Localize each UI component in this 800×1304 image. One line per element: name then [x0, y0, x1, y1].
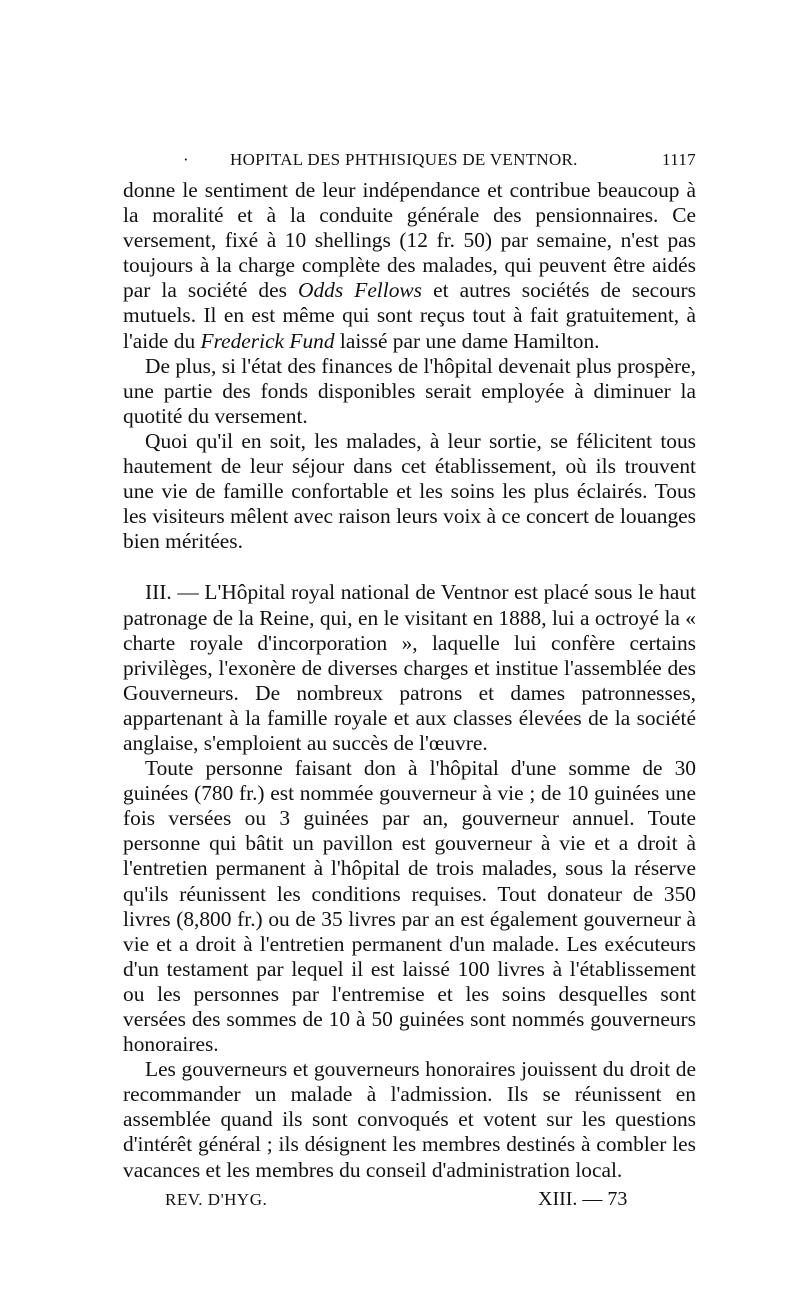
running-title: HOPITAL DES PHTHISIQUES DE VENTNOR.	[230, 150, 578, 169]
p1-text-2: et autres sociétés de secours mutuels. Il en est même qui sont reçus tout à fait gratuitement, à l'aide du	[123, 278, 696, 353]
paragraph-section-iii: III. — L'Hôpital royal national de Ventnor est placé sous le haut patronage de la Reine, qui, en le visitant en 1888, lui a octroyé la « charte royale d'incorporation », laquelle lui confère certains privilèges, l'exonère de diverses charges et institue l'assemblée des Gouverneurs. De nombreux patrons et dames patronnesses, appartenant à la famille royale et aux classes élevées de la société anglaise, s'emploient au succès de l'œuvre.	[123, 580, 696, 755]
page-footer	[123, 1186, 696, 1218]
paragraph-governors: Les gouverneurs et gouverneurs honoraires jouissent du droit de recommander un malade à l'admission. Ils se réunissent en assemblée quand ils sont convoqués et votent sur les questions d'intérêt général ; ils désignent les membres destinés à combler les vacances et les membres du conseil d'administration local.	[123, 1057, 696, 1182]
running-head	[123, 148, 696, 178]
p1-italic-frederick-fund: Frederick Fund	[200, 328, 335, 353]
paragraph-continuation	[123, 178, 696, 354]
header-dot: ·	[183, 150, 189, 169]
p1-italic-odds-fellows: Odds Fellows	[298, 278, 422, 303]
sheet-number: XIII. — 73	[538, 1187, 628, 1210]
section-gap	[123, 554, 696, 580]
p1-text-1: donne le sentiment de leur indépendance et contribue beaucoup à la moralité et à la conduite générale des pensionnaires. Ce versement, fixé à 10 shellings (12 fr. 50) par semaine, n'est pas toujours à la charge complète des malades, qui peuvent être aidés par la société des	[123, 178, 696, 303]
paragraph-visitors: Quoi qu'il en soit, les malades, à leur sortie, se félicitent tous hautement de leur séjour dans cet établissement, où ils trouvent une vie de famille confortable et les soins les plus éclairés. Tous les visiteurs mêlent avec raison leurs voix à ce concert de louanges bien méritées.	[123, 428, 696, 554]
book-page	[123, 148, 696, 1218]
paragraph-finances: De plus, si l'état des finances de l'hôpital devenait plus prospère, une partie des fonds disponibles serait employée à diminuer la quotité du versement.	[123, 353, 696, 428]
paragraph-donations: Toute personne faisant don à l'hôpital d'une somme de 30 guinées (780 fr.) est nommée gouverneur à vie ; de 10 guinées une fois versées ou 3 guinées par an, gouverneur annuel. Toute personne qui bâtit un pavillon est gouverneur à vie et a droit à l'entretien permanent à l'hôpital de trois malades, sous la réserve qu'ils réunissent les conditions requises. Tout donateur de 350 livres (8,800 fr.) ou de 35 livres par an est également gouverneur à vie et a droit à l'entretien permanent d'un malade. Les exécuteurs d'un testament par lequel il est laissé 100 livres à l'établissement ou les personnes par l'entremise et les soins desquelles sont versées des sommes de 10 à 50 guinées sont nommés gouverneurs honoraires.	[123, 756, 696, 1057]
p1-text-3: laissé par une dame Hamilton.	[334, 328, 600, 353]
page-number: 1117	[662, 150, 696, 169]
journal-signature: REV. D'HYG.	[165, 1189, 268, 1209]
